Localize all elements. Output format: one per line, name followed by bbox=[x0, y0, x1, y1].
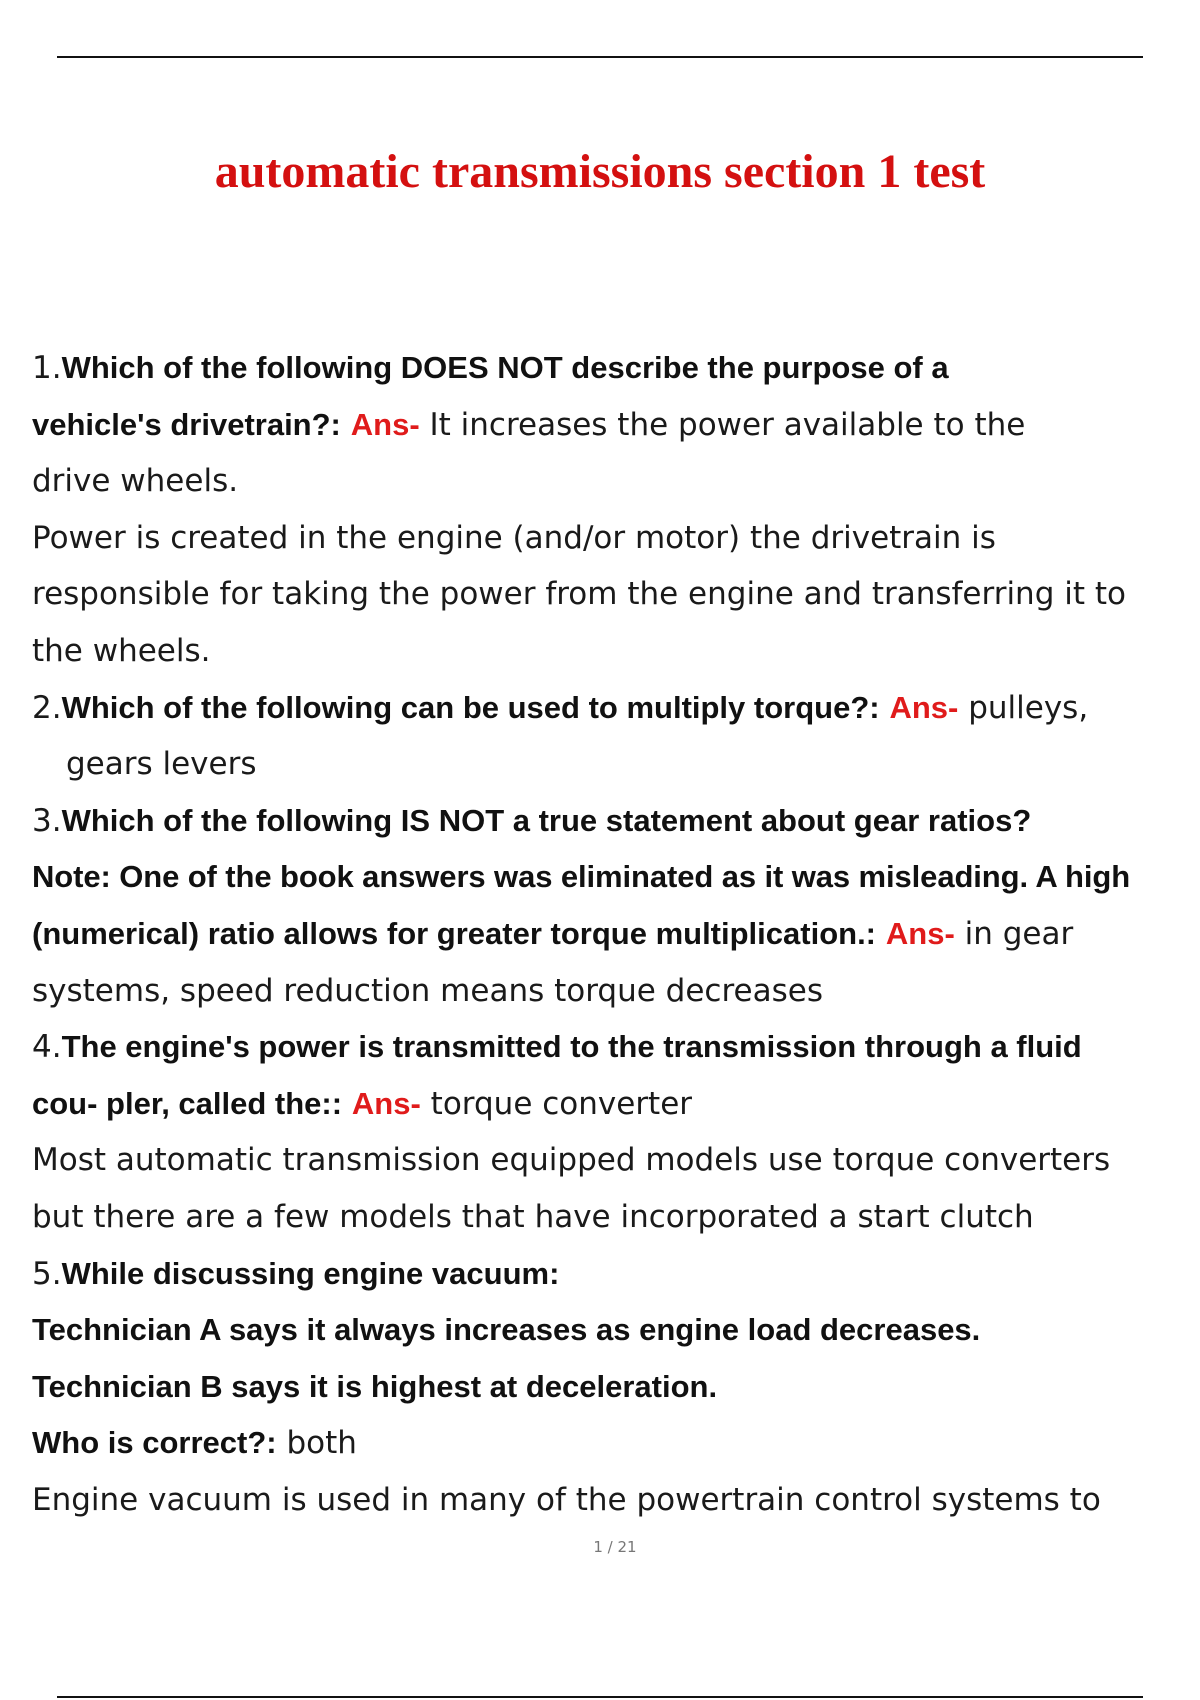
question-text: Technician A says it always increases as engine load decreases. bbox=[32, 1312, 981, 1348]
question-text: While discussing engine vacuum: bbox=[61, 1255, 560, 1291]
answer-3-line-2: systems, speed reduction means torque decreases bbox=[32, 972, 823, 1009]
answer-2-line-2: gears levers bbox=[66, 746, 257, 783]
question-3-line-3 bbox=[32, 906, 1182, 963]
answer-label: Ans- bbox=[350, 406, 420, 442]
question-text: vehicle's drivetrain?: bbox=[32, 406, 341, 442]
question-4-line-2 bbox=[32, 1076, 1182, 1133]
question-text: cou- pler, called the:: bbox=[32, 1085, 343, 1121]
document-title: automatic transmissions section 1 test bbox=[214, 145, 986, 198]
question-number: 3. bbox=[32, 802, 62, 839]
question-number: 2. bbox=[32, 689, 62, 726]
answer-text: It increases the power available to the bbox=[419, 406, 1026, 443]
question-3-line-1 bbox=[32, 793, 1182, 850]
answer-label: Ans- bbox=[889, 689, 959, 725]
question-5-line-1 bbox=[32, 1246, 1182, 1303]
explanation-4-line-2: but there are a few models that have incorporated a start clutch bbox=[32, 1198, 1034, 1235]
question-number: 4. bbox=[32, 1029, 62, 1066]
top-rule bbox=[57, 56, 1143, 58]
document-body bbox=[32, 340, 1182, 1528]
explanation-4-line-1: Most automatic transmission equipped models use torque converters bbox=[32, 1142, 1111, 1179]
answer-label: Ans- bbox=[351, 1085, 421, 1121]
question-text: Technician B says it is highest at deceleration. bbox=[32, 1368, 718, 1404]
question-text: Who is correct?: bbox=[32, 1425, 277, 1461]
answer-text: pulleys, bbox=[958, 689, 1089, 726]
answer-text: torque converter bbox=[420, 1085, 693, 1122]
question-text: (numerical) ratio allows for greater torque multiplication.: bbox=[32, 915, 877, 951]
question-text: Note: One of the book answers was eliminated as it was misleading. A high bbox=[32, 859, 1131, 895]
explanation-1-line-2: responsible for taking the power from the engine and transferring it to bbox=[32, 576, 1126, 613]
question-1-line-2 bbox=[32, 397, 1182, 454]
question-text: The engine's power is transmitted to the transmission through a fluid bbox=[61, 1029, 1082, 1065]
question-text: Which of the following can be used to multiply torque?: bbox=[61, 689, 880, 725]
question-2-line-1 bbox=[32, 680, 1182, 737]
bottom-rule bbox=[57, 1696, 1143, 1698]
question-text: Which of the following DOES NOT describe the purpose of a bbox=[61, 350, 949, 385]
question-1-line-1 bbox=[32, 340, 1182, 397]
question-text: Which of the following IS NOT a true statement about gear ratios? bbox=[61, 802, 1032, 838]
explanation-1-line-3: the wheels. bbox=[32, 632, 211, 669]
answer-text: in gear bbox=[954, 915, 1074, 952]
explanation-5-line-1: Engine vacuum is used in many of the powertrain control systems to bbox=[32, 1481, 1101, 1518]
question-5-line-2 bbox=[32, 1302, 1182, 1359]
explanation-1-line-1: Power is created in the engine (and/or motor) the drivetrain is bbox=[32, 519, 996, 556]
question-5-line-3 bbox=[32, 1359, 1182, 1416]
question-4-line-1 bbox=[32, 1019, 1182, 1076]
question-number: 5. bbox=[32, 1255, 62, 1292]
question-3-line-2 bbox=[32, 849, 1182, 906]
answer-text: both bbox=[276, 1425, 357, 1462]
page-indicator: 1 / 21 bbox=[593, 1538, 637, 1556]
question-5-line-4 bbox=[32, 1415, 1182, 1472]
question-number: 1. bbox=[32, 350, 62, 386]
answer-label: Ans- bbox=[885, 915, 955, 951]
answer-1-line-2: drive wheels. bbox=[32, 463, 239, 500]
